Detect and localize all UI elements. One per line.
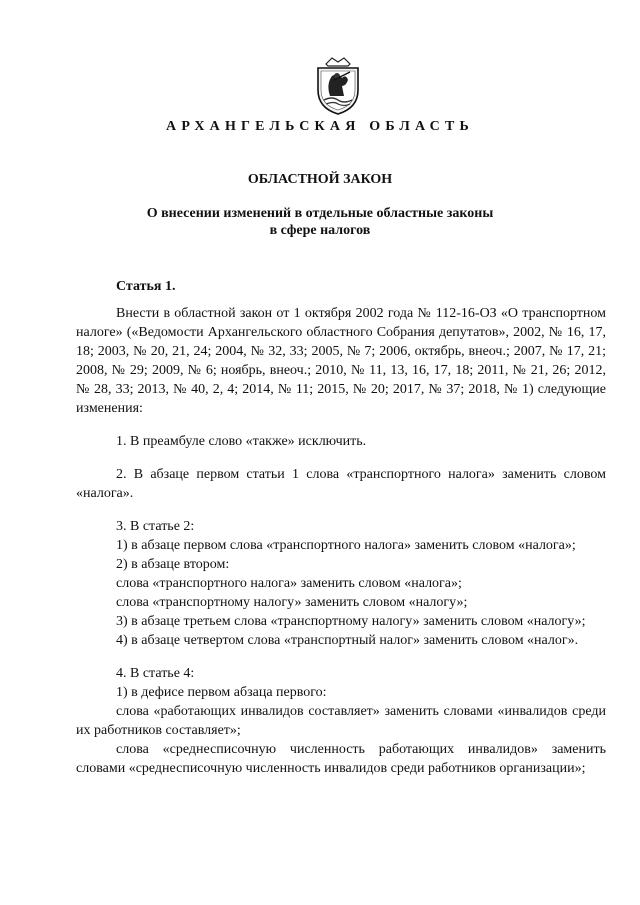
- amendment-item-2: 2. В абзаце первом статьи 1 слова «транспортного налога» заменить словом «налога».: [76, 467, 606, 501]
- amendment-item-3-1: 1) в абзаце первом слова «транспортного налога» заменить словом «налога»;: [116, 538, 576, 553]
- amendment-item-4-heading: 4. В статье 4:: [116, 666, 195, 681]
- amendment-item-4-1: 1) в дефисе первом абзаца первого:: [116, 685, 327, 700]
- law-title-line-1: О внесении изменений в отдельные областные законы: [146, 206, 494, 221]
- article-heading: Статья 1.: [116, 279, 176, 294]
- amendment-item-3-2a: слова «транспортного налога» заменить словом «налога»;: [116, 576, 462, 591]
- amendment-item-4-1b: слова «среднесписочную численность работающих инвалидов» заменить словами «среднесписочную численность инвалидов среди работников организации»;: [76, 742, 606, 776]
- arkhangelsk-coat-of-arms-icon: [312, 56, 364, 116]
- amendment-item-4-1a: слова «работающих инвалидов составляет» заменить словами «инвалидов среди их работников составляет»;: [76, 704, 606, 738]
- document-type: ОБЛАСТНОЙ ЗАКОН: [247, 172, 393, 187]
- region-name: АРХАНГЕЛЬСКАЯ ОБЛАСТЬ: [166, 119, 474, 134]
- amendment-item-3-3: 3) в абзаце третьем слова «транспортному налогу» заменить словом «налогу»;: [116, 614, 586, 629]
- amendment-item-3-heading: 3. В статье 2:: [116, 519, 195, 534]
- law-title: [0, 205, 640, 239]
- article-body: [76, 304, 606, 778]
- amendment-item-3-2b: слова «транспортному налогу» заменить словом «налогу»;: [116, 595, 468, 610]
- amendment-item-3-2: 2) в абзаце втором:: [116, 557, 230, 572]
- amendment-item-1: 1. В преамбуле слово «также» исключить.: [116, 434, 367, 449]
- amendment-item-3-4: 4) в абзаце четвертом слова «транспортный налог» заменить словом «налог».: [116, 633, 579, 648]
- article-intro-paragraph: Внести в областной закон от 1 октября 2002 года № 112-16-ОЗ «О транспортном налоге» («Ведомости Архангельского областного Собрания депутатов», 2002, № 16, 17, 18; 2003, № 20, 21, 24; 2004, № 32, 33; 2005, № 7; 2006, октябрь, внеоч.; 2007, № 17, 21; 2008, № 29; 2009, № 6; ноябрь, внеоч.; 2010, № 11, 13, 16, 17, 18; 2011, № 21, 26; 2012, № 28, 33; 2013, № 40, 2, 4; 2014, № 11; 2015, № 20; 2017, № 37; 2018, № 1) следующие изменения:: [76, 306, 606, 416]
- law-title-line-2: в сфере налогов: [269, 223, 371, 238]
